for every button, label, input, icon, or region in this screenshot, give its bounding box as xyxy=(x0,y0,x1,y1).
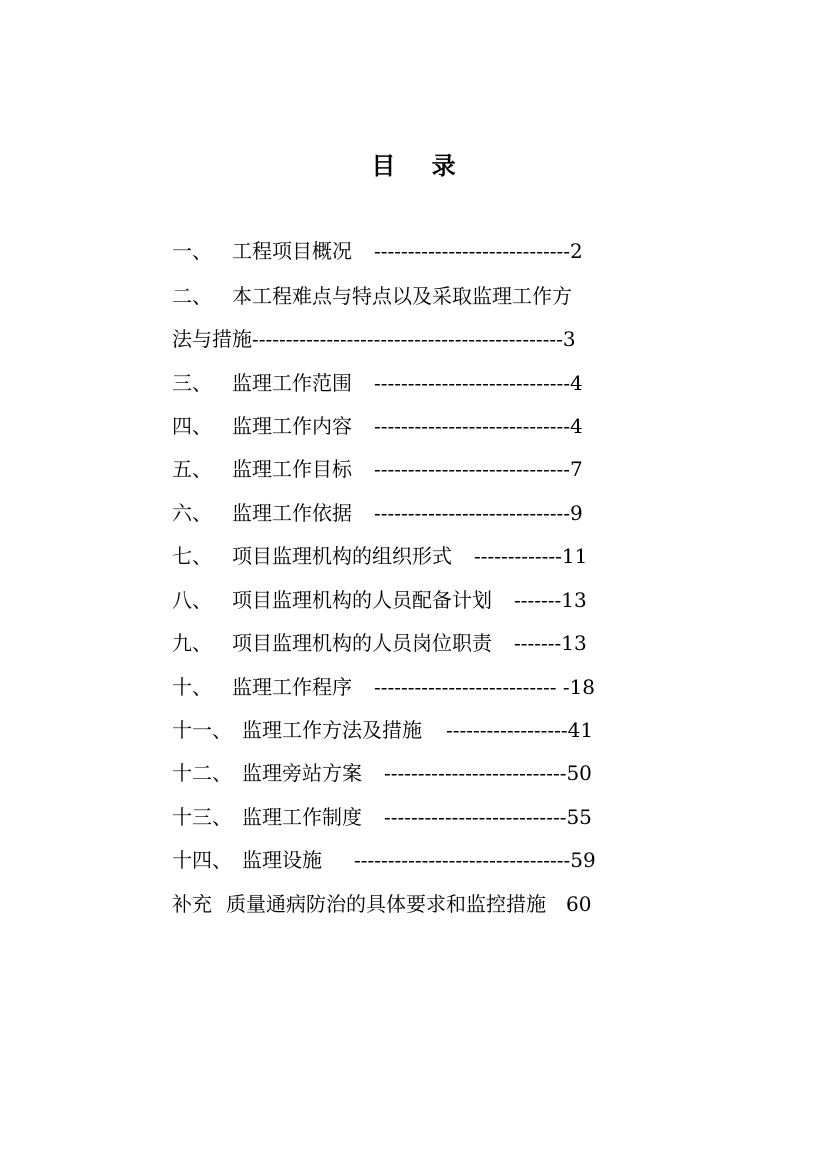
toc-entry-12[interactable] xyxy=(172,759,592,787)
toc-entry-2[interactable] xyxy=(172,282,572,310)
toc-leader: ---------------------------50 xyxy=(384,761,592,785)
toc-leader: --------------------------------59 xyxy=(354,848,596,872)
toc-number: 一、 xyxy=(172,239,212,263)
toc-entry-3[interactable] xyxy=(172,369,583,397)
toc-label: 监理工作依据 xyxy=(232,501,352,525)
toc-leader: -----------------------------4 xyxy=(374,414,583,438)
toc-label: 项目监理机构的组织形式 xyxy=(232,544,452,568)
toc-entry-6[interactable] xyxy=(172,499,583,527)
toc-number: 六、 xyxy=(172,501,212,525)
toc-label: 项目监理机构的人员岗位职责 xyxy=(232,631,492,655)
toc-leader: -------13 xyxy=(514,588,587,612)
toc-label: 工程项目概况 xyxy=(232,239,352,263)
toc-number: 五、 xyxy=(172,457,212,481)
toc-label: 监理工作制度 xyxy=(242,805,362,829)
toc-entry-5[interactable] xyxy=(172,455,583,483)
toc-leader: -----------------------------2 xyxy=(374,239,583,263)
toc-leader: -----------------------------7 xyxy=(374,457,583,481)
toc-label: 项目监理机构的人员配备计划 xyxy=(232,588,492,612)
toc-label: 监理工作方法及措施 xyxy=(242,718,422,742)
toc-number: 七、 xyxy=(172,544,212,568)
toc-label: 监理设施 xyxy=(242,848,322,872)
toc-leader: -----------------------------4 xyxy=(374,371,583,395)
toc-leader: -------13 xyxy=(514,631,587,655)
toc-label: 质量通病防治的具体要求和监控措施 xyxy=(226,892,546,916)
toc-number: 十四、 xyxy=(172,848,232,872)
toc-label: 监理旁站方案 xyxy=(242,761,362,785)
toc-number: 十、 xyxy=(172,675,212,699)
toc-entry-8[interactable] xyxy=(172,586,587,614)
toc-entry-2-continued[interactable] xyxy=(172,325,576,353)
page-title: 目 录 xyxy=(371,151,470,180)
toc-leader: -------------11 xyxy=(474,544,588,568)
toc-number: 九、 xyxy=(172,631,212,655)
toc-label: 监理工作范围 xyxy=(232,371,352,395)
toc-leader: 60 xyxy=(566,892,592,916)
toc-leader: ------------------41 xyxy=(446,718,594,742)
toc-leader: ----------------------------------------------3 xyxy=(252,327,576,351)
toc-label: 法与措施 xyxy=(172,327,252,351)
toc-entry-9[interactable] xyxy=(172,629,587,657)
toc-leader: -----------------------------9 xyxy=(374,501,583,525)
toc-entry-13[interactable] xyxy=(172,803,592,831)
toc-entry-14[interactable] xyxy=(172,846,596,874)
toc-entry-supplement[interactable] xyxy=(172,890,591,918)
toc-number: 十二、 xyxy=(172,761,232,785)
toc-label: 监理工作目标 xyxy=(232,457,352,481)
toc-leader: ---------------------------55 xyxy=(384,805,592,829)
toc-entry-4[interactable] xyxy=(172,412,583,440)
toc-number: 十三、 xyxy=(172,805,232,829)
toc-label: 监理工作程序 xyxy=(232,675,352,699)
toc-leader: --------------------------- -18 xyxy=(374,675,596,699)
toc-label: 本工程难点与特点以及采取监理工作方 xyxy=(232,284,572,308)
toc-entry-11[interactable] xyxy=(172,716,593,744)
toc-entry-7[interactable] xyxy=(172,542,587,570)
toc-number: 补充 xyxy=(172,892,212,916)
toc-number: 三、 xyxy=(172,371,212,395)
toc-entry-10[interactable] xyxy=(172,673,595,701)
toc-entry-1[interactable] xyxy=(172,237,583,265)
toc-number: 二、 xyxy=(172,284,212,308)
toc-label: 监理工作内容 xyxy=(232,414,352,438)
toc-number: 四、 xyxy=(172,414,212,438)
toc-number: 八、 xyxy=(172,588,212,612)
toc-number: 十一、 xyxy=(172,718,232,742)
